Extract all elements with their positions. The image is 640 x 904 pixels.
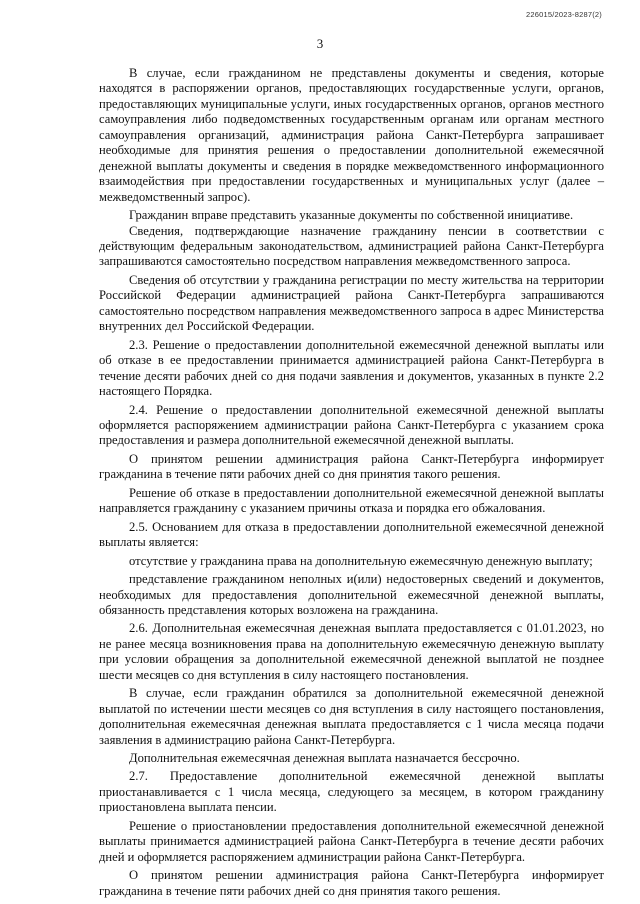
paragraph-pension-info: Сведения, подтверждающие назначение гражданину пенсии в соответствии с действующим федеральным законодательством, администрацией района Санкт-Петербурга запрашиваются самостоятельно посредством направления межведомственного запроса. — [99, 223, 604, 269]
paragraph-late-application: В случае, если гражданин обратился за дополнительной ежемесячной денежной выплатой по истечении шести месяцев со дня вступления в силу настоящего постановления, дополнительная ежемесячная денежная выплата предоставляется с 1 числа месяца подачи заявления в администрацию района Санкт-Петербурга. — [99, 686, 604, 747]
paragraph-indefinite: Дополнительная ежемесячная денежная выплата назначается бессрочно. — [129, 751, 520, 766]
paragraph-own-initiative: Гражданин вправе представить указанные документы по собственной инициативе. — [129, 208, 574, 223]
paragraph-refusal-notice: Решение об отказе в предоставлении дополнительной ежемесячной денежной выплаты направляется гражданину с указанием причины отказа и порядка его обжалования. — [99, 485, 604, 516]
paragraph-suspension-decision: Решение о приостановлении предоставления дополнительной ежемесячной денежной выплаты принимается администрацией района Санкт-Петербурга в течение десяти рабочих дней и оформляется распоряжением администрации района Санкт-Петербурга. — [99, 818, 604, 864]
paragraph-refusal-ground-2: представление гражданином неполных и(или) недостоверных сведений и документов, необходимых для предоставления дополнительной ежемесячной денежной выплаты, обязанность представления которых возложена на гражданина. — [99, 572, 604, 617]
page-number: 3 — [316, 36, 324, 51]
paragraph-clause-2-4: 2.4. Решение о предоставлении дополнительной ежемесячной денежной выплаты оформляется распоряжением администрации района Санкт-Петербурга с указанием срока предоставления и размера дополнительной ежемесячной денежной выплаты. — [99, 402, 604, 448]
paragraph-suspension-notice: О принятом решении администрация района Санкт-Петербурга информирует гражданина в течение пяти рабочих дней со дня принятия такого решения. — [99, 868, 604, 898]
paragraph-clause-2-3: 2.3. Решение о предоставлении дополнительной ежемесячной денежной выплаты или об отказе в ее предоставлении принимается администрацией района Санкт-Петербурга в течение десяти рабочих дней со дня подачи заявления и документов, указанных в пункте 2.2 настоящего Порядка. — [99, 337, 604, 399]
paragraph-interagency-request: В случае, если гражданином не представлены документы и сведения, которые находятся в распоряжении органов, предоставляющих государственные услуги, органов, предоставляющих муниципальные услуги, иных государственных органов, органов местного самоуправления либо подведомственных государственным органам или органам местного самоуправления организаций, администрация района Санкт-Петербурга запрашивает необходимые для принятия решения о предоставлении дополнительной ежемесячной денежной выплаты документы и сведения в порядке межведомственного информационного взаимодействия при предоставлении государственных и муниципальных услуг (далее – межведомственный запрос). — [99, 66, 604, 204]
document-body — [99, 66, 604, 899]
paragraph-clause-2-6: 2.6. Дополнительная ежемесячная денежная выплата предоставляется с 01.01.2023, но не ранее месяца возникновения права на дополнительную ежемесячную денежную выплату при условии обращения за дополнительной ежемесячной денежной выплатой не позднее шести месяцев со дня вступления в силу настоящего постановления. — [99, 621, 604, 682]
paragraph-decision-notice: О принятом решении администрация района Санкт-Петербурга информирует гражданина в течение пяти рабочих дней со дня принятия такого решения. — [99, 451, 604, 482]
paragraph-clause-2-7: 2.7. Предоставление дополнительной ежемесячной денежной выплаты приостанавливается с 1 числа месяца, следующего за месяцем, в котором гражданину приостановлена выплата пенсии. — [99, 769, 604, 815]
paragraph-refusal-ground-1: отсутствие у гражданина права на дополнительную ежемесячную денежную выплату; — [129, 553, 593, 568]
document-code: 226015/2023-8287(2) — [526, 10, 602, 19]
paragraph-registration-info: Сведения об отсутствии у гражданина регистрации по месту жительства на территории Российской Федерации администрацией района Санкт-Петербурга запрашиваются самостоятельно посредством направления межведомственного запроса в адрес Министерства внутренних дел Российской Федерации. — [99, 272, 604, 334]
paragraph-clause-2-5: 2.5. Основанием для отказа в предоставлении дополнительной ежемесячной денежной выплаты является: — [99, 519, 604, 550]
